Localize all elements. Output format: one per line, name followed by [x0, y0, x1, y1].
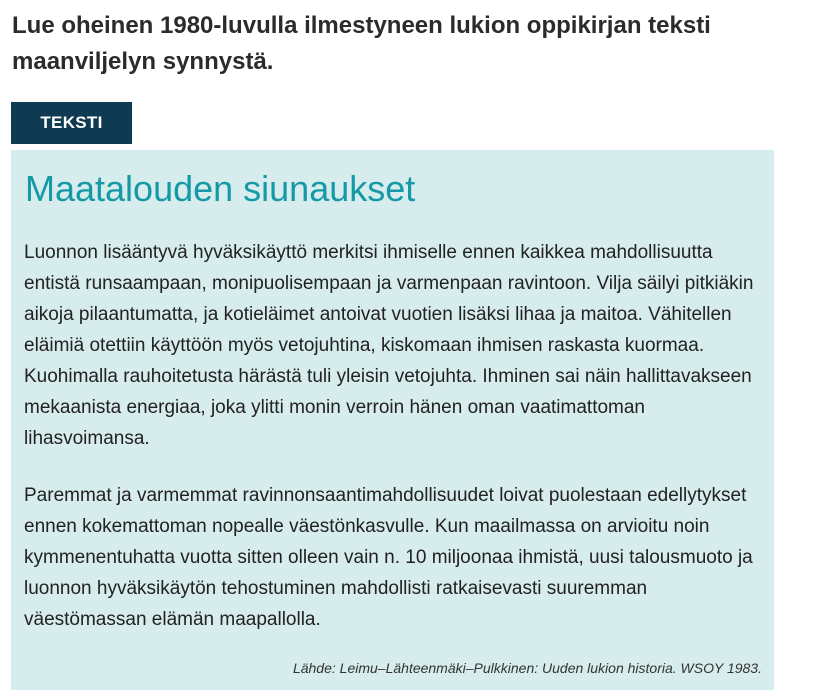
article-paragraph-1: Luonnon lisääntyvä hyväksikäyttö merkitsi ihmiselle ennen kaikkea mahdollisuutta entistä runsaampaan, monipuolisempaan ja varmenpaan ravintoon. Vilja säilyi pitkiäkin aikoja pilaantumatta, ja kotieläimet antoivat vuotien lisäksi lihaa ja maitoa. Vähitellen eläimiä otettiin käyttöön myös vetojuhtina, kiskomaan ihmisen raskasta kuormaa. Kuohimalla rauhoitetusta härästä tuli yleisin vetojuhta. Ihminen sai näin hallittavakseen mekaanista energiaa, joka ylitti monin verroin hänen oman vaatimattoman lihasvoimansa. — [24, 242, 754, 449]
source-citation: Lähde: Leimu–Lähteenmäki–Pulkkinen: Uuden lukion historia. WSOY 1983. — [292, 660, 762, 676]
text-tab[interactable]: TEKSTI — [11, 102, 132, 144]
text-panel — [11, 150, 774, 690]
article-title: Maatalouden siunaukset — [25, 168, 416, 209]
question-text: Lue oheinen 1980-luvulla ilmestyneen lukion oppikirjan teksti maanviljelyn synnystä. — [12, 12, 711, 75]
article-paragraph-2: Paremmat ja varmemmat ravinnonsaantimahdollisuudet loivat puolestaan edellytykset ennen kokemattoman nopealle väestönkasvulle. Kun maailmassa on arvioitu noin kymmenentuhatta vuotta sitten olleen vain n. 10 miljoonaa ihmistä, uusi talousmuoto ja luonnon hyväksikäytön tehostuminen mahdollisti ratkaisevasti suuremman väestömassan elämän maapallolla. — [24, 485, 753, 630]
